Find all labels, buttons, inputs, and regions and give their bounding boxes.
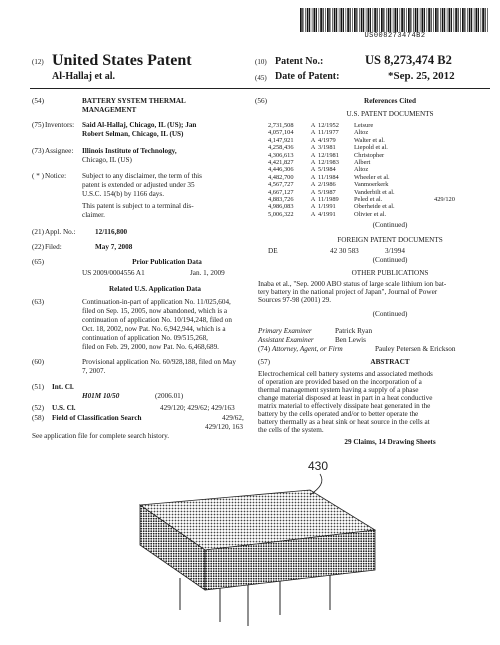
filed-date: May 7, 2008: [95, 243, 133, 251]
int-cl-date: (2006.01): [155, 392, 184, 400]
appl-no-label: Appl. No.:: [45, 228, 76, 236]
reference-row: [268, 159, 493, 166]
reference-row: [268, 189, 493, 196]
abstract-line: of operation are provided based on the incorporation of a: [258, 378, 422, 386]
inventors-line2: Robert Selman, Chicago, IL (US): [82, 130, 184, 138]
field-52-code: (52): [32, 404, 44, 412]
continuation-line: Continuation-in-part of application No. 11/025,604,: [82, 298, 231, 306]
ref-date: 11/1989: [318, 196, 339, 204]
other-continued: (Continued): [372, 310, 408, 318]
reference-row: [268, 129, 493, 136]
barcode-bar: [401, 8, 403, 32]
ref-name: Christopher: [354, 151, 385, 159]
ref-kind: A: [310, 122, 316, 129]
barcode-bar: [307, 8, 309, 32]
figure-ref-label: 430: [308, 459, 329, 473]
barcode-bar: [485, 8, 486, 32]
ref-date: 12/1981: [318, 151, 339, 159]
search-field-value: 429/62,: [222, 414, 244, 422]
barcode-bar: [464, 8, 465, 32]
ref-class: [434, 129, 460, 136]
references-heading: References Cited: [364, 97, 416, 105]
barcode-bar: [462, 8, 464, 32]
ref-name: Vanmoerkerk: [354, 181, 389, 189]
barcode-bar: [395, 8, 397, 32]
field-75-code: (75): [32, 121, 44, 129]
barcode-bar: [474, 8, 475, 32]
ref-kind: A: [310, 151, 316, 159]
barcode-bar: [420, 8, 421, 32]
barcode-bar: [467, 8, 468, 32]
us-docs-heading: U.S. PATENT DOCUMENTS: [346, 110, 434, 118]
foreign-docs-heading: FOREIGN PATENT DOCUMENTS: [337, 236, 443, 244]
ref-number: 4,482,700: [268, 173, 294, 181]
barcode-bar: [323, 8, 324, 32]
barcode-bar: [476, 8, 478, 32]
barcode-bar: [386, 8, 387, 32]
barcode-bar: [374, 8, 376, 32]
ref-number: 2,731,508: [268, 122, 294, 129]
int-cl-label: Int. Cl.: [52, 383, 74, 391]
assignee-label: Assignee:: [45, 147, 74, 155]
barcode-bar: [356, 8, 357, 32]
continuation-line: Oct. 18, 2002, now Pat. No. 6,942,944, which is a: [82, 325, 226, 333]
barcode-bar: [428, 8, 430, 32]
ref-name: Leisure: [354, 122, 374, 129]
other-pub-line: Inaba et al., "Sep. 2000 ABO status of large scale lithium ion bat-: [258, 280, 447, 288]
notice-line4: This patent is subject to a terminal dis-: [82, 202, 194, 210]
patent-number: US 8,273,474 B2: [365, 53, 452, 67]
ref-class: [434, 174, 460, 181]
barcode-bar: [302, 8, 303, 32]
reference-row: [268, 152, 493, 159]
ref-kind: A: [310, 173, 316, 181]
barcode-bar: [433, 8, 434, 32]
prior-pub-heading: Prior Publication Data: [132, 258, 202, 266]
inventor-short: Al-Hallaj et al.: [52, 71, 116, 82]
ref-name: Walter et al.: [354, 136, 385, 144]
barcode-bar: [413, 8, 414, 32]
barcode-bar: [393, 8, 394, 32]
barcode-bar: [390, 8, 391, 32]
barcode-bar: [454, 8, 455, 32]
reference-row: [268, 144, 493, 151]
barcode-bar: [444, 8, 445, 32]
ref-kind: A: [310, 196, 316, 204]
reference-row: [268, 181, 493, 188]
barcode-bar: [320, 8, 322, 32]
notice-line5: claimer.: [82, 211, 105, 219]
field-65-code: (65): [32, 258, 44, 266]
attorney: Pauley Petersen & Erickson: [375, 345, 456, 353]
ref-name: Altoz: [354, 129, 369, 137]
field-63-code: (63): [32, 298, 44, 306]
reference-row: [268, 122, 493, 129]
barcode-bar: [381, 8, 383, 32]
barcode-bar: [329, 8, 330, 32]
ref-date: 11/1977: [318, 129, 339, 137]
field-51-code: (51): [32, 383, 44, 391]
ref-class: [434, 144, 460, 151]
other-pub-line: Sources 97-98 (2001) 29.: [258, 296, 332, 304]
abstract-heading: ABSTRACT: [370, 358, 410, 366]
barcode-bar: [481, 8, 482, 32]
us-cl-label: U.S. Cl.: [52, 404, 76, 412]
barcode-bar: [341, 8, 343, 32]
field-56-code: (56): [255, 97, 267, 105]
reference-row: [268, 211, 493, 218]
barcode-bar: [422, 8, 424, 32]
abstract-line: battery thermally as a heat sink or heat source in the cells at: [258, 418, 430, 426]
barcode-bar: [350, 8, 351, 32]
barcode-bar: [336, 8, 337, 32]
continuation-line: continuation of application No. 10/194,248, filed on: [82, 316, 232, 324]
ref-name: Altoz: [354, 166, 369, 174]
primary-examiner: Patrick Ryan: [335, 327, 373, 335]
notice-code: ( * ): [32, 172, 44, 180]
ref-number: 4,147,921: [268, 136, 294, 144]
ref-date: 4/1991: [318, 210, 336, 218]
barcode-bar: [352, 8, 353, 32]
primary-examiner-label: Primary Examiner: [258, 327, 312, 335]
ref-number: 4,446,306: [268, 166, 294, 174]
int-cl-value: H01M 10/50: [82, 392, 120, 400]
code-12: (12): [32, 58, 44, 66]
foreign-continued: (Continued): [372, 256, 408, 264]
ref-class: [434, 189, 460, 196]
ref-name: Albert: [354, 159, 371, 167]
attorney-label: Attorney, Agent, or Firm: [272, 345, 343, 353]
ref-name: Oberheide et al.: [354, 203, 395, 211]
search-field-label: Field of Classification Search: [52, 414, 142, 422]
reference-row: [268, 166, 493, 173]
search-field-value2: 429/120, 163: [205, 423, 243, 431]
barcode-bar: [305, 8, 306, 32]
ref-date: 11/1984: [318, 173, 339, 181]
appl-no: 12/116,800: [95, 228, 128, 236]
barcode-bar: [455, 8, 457, 32]
notice-line2: patent is extended or adjusted under 35: [82, 181, 195, 189]
ref-class: [434, 181, 460, 188]
reference-row: [268, 203, 493, 210]
ref-name: Liepold et al.: [354, 144, 388, 152]
barcode-bar: [368, 8, 370, 32]
barcode-bar: [319, 8, 320, 32]
ref-class: [434, 166, 460, 173]
ref-date: 12/1983: [318, 159, 339, 167]
field-60-code: (60): [32, 358, 44, 366]
barcode: [300, 8, 490, 32]
field-74-code: (74): [258, 345, 270, 353]
barcode-bar: [354, 8, 356, 32]
foreign-ref-date: 3/1994: [385, 247, 405, 255]
ref-number: 5,006,322: [268, 210, 294, 218]
ref-name: Vanderbilt et al.: [354, 188, 395, 196]
code-10: (10): [255, 58, 267, 66]
barcode-bar: [327, 8, 329, 32]
barcode-bar: [417, 8, 418, 32]
barcode-bar: [460, 8, 461, 32]
barcode-bar: [435, 8, 437, 32]
us-references-table: [268, 122, 493, 218]
field-22-code: (22): [32, 243, 44, 251]
provisional-line: Provisional application No. 60/928,188, filed on May: [82, 358, 236, 366]
patent-date: *Sep. 25, 2012: [388, 70, 455, 82]
barcode-number: US008273474B2: [364, 32, 426, 40]
barcode-bar: [314, 8, 316, 32]
code-45: (45): [255, 74, 267, 82]
barcode-bar: [406, 8, 407, 32]
us-cl-value: 429/120; 429/62; 429/163: [160, 404, 235, 412]
barcode-bar: [339, 8, 340, 32]
assignee-line1: Illinois Institute of Technology,: [82, 147, 177, 155]
barcode-bar: [442, 8, 444, 32]
patent-no-label: Patent No.:: [275, 56, 324, 67]
barcode-bar: [447, 8, 448, 32]
field-54-code: (54): [32, 97, 44, 105]
ref-number: 4,986,083: [268, 203, 294, 211]
ref-class: [434, 137, 460, 144]
barcode-bar: [370, 8, 371, 32]
barcode-bar: [379, 8, 380, 32]
barcode-bar: [431, 8, 432, 32]
ref-number: 4,567,727: [268, 181, 294, 189]
abstract-line: thermal management system having a supply of a phase: [258, 386, 419, 394]
barcode-bar: [487, 8, 488, 32]
ref-date: 12/1952: [318, 122, 339, 129]
ref-date: 5/1984: [318, 166, 336, 174]
abstract-line: matrix material to effectively dissipate heat generated in the: [258, 402, 431, 410]
barcode-bar: [309, 8, 310, 32]
ref-kind: A: [310, 129, 316, 137]
barcode-bar: [332, 8, 333, 32]
prior-pub-number: US 2009/0004556 A1: [82, 269, 145, 277]
ref-number: 4,258,436: [268, 144, 294, 152]
ref-date: 5/1987: [318, 188, 336, 196]
barcode-bar: [366, 8, 367, 32]
barcode-bar: [427, 8, 428, 32]
field-21-code: (21): [32, 228, 44, 236]
references-continued: (Continued): [372, 221, 408, 229]
ref-number: 4,306,613: [268, 151, 294, 159]
filed-label: Filed:: [45, 243, 62, 251]
continuation-line: filed on Feb. 29, 2000, now Pat. No. 6,468,689.: [82, 343, 219, 351]
date-label: Date of Patent:: [275, 71, 340, 82]
prior-pub-date: Jan. 1, 2009: [190, 269, 225, 277]
barcode-bar: [424, 8, 425, 32]
claims-summary: 29 Claims, 14 Drawing Sheets: [344, 438, 436, 446]
assistant-examiner-label: Assistant Examiner: [258, 336, 314, 344]
abstract-line: battery by the cells operated and/or to better operate the: [258, 410, 419, 418]
inventors-label: Inventors:: [45, 121, 75, 129]
field-73-code: (73): [32, 147, 44, 155]
foreign-ref-country: DE: [268, 247, 278, 255]
invention-title-line1: BATTERY SYSTEM THERMAL: [82, 97, 186, 105]
assistant-examiner: Ben Lewis: [335, 336, 366, 344]
ref-kind: A: [310, 203, 316, 211]
barcode-bar: [478, 8, 479, 32]
barcode-bar: [400, 8, 401, 32]
notice-line3: U.S.C. 154(b) by 1166 days.: [82, 190, 164, 198]
ref-kind: A: [310, 210, 316, 218]
notice-label: Notice:: [45, 172, 67, 180]
related-heading: Related U.S. Application Data: [108, 285, 202, 293]
barcode-bar: [361, 8, 363, 32]
barcode-bar: [359, 8, 360, 32]
barcode-bar: [325, 8, 326, 32]
inventors-line1: Said Al-Hallaj, Chicago, IL (US); Jan: [82, 121, 197, 129]
ref-number: 4,057,104: [268, 129, 294, 137]
ref-class: [434, 211, 460, 218]
ref-name: Wheeler et al.: [354, 173, 390, 181]
field-57-code: (57): [258, 358, 270, 366]
barcode-bar: [388, 8, 390, 32]
barcode-bar: [415, 8, 417, 32]
ref-number: 4,421,827: [268, 159, 294, 167]
continuation-line: filed on Sep. 15, 2005, now abandoned, which is a: [82, 307, 228, 315]
barcode-bar: [482, 8, 484, 32]
barcode-bar: [408, 8, 410, 32]
barcode-bar: [397, 8, 398, 32]
reference-row: [268, 196, 493, 203]
ref-date: 3/1981: [318, 144, 336, 152]
assignee-line2: Chicago, IL (US): [82, 156, 132, 164]
barcode-bar: [469, 8, 471, 32]
barcode-bar: [300, 8, 302, 32]
foreign-ref-number: 42 30 583: [330, 247, 359, 255]
ref-name: Peled et al.: [354, 196, 383, 204]
abstract-line: the cells of the system.: [258, 426, 324, 434]
barcode-bar: [404, 8, 405, 32]
barcode-bar: [451, 8, 452, 32]
abstract-line: change material disposed at least in part in a heat conductive: [258, 394, 433, 402]
ref-number: 4,667,127: [268, 188, 294, 196]
barcode-bar: [377, 8, 378, 32]
barcode-bar: [347, 8, 349, 32]
barcode-bar: [437, 8, 438, 32]
reference-row: [268, 174, 493, 181]
barcode-bar: [410, 8, 411, 32]
barcode-bar: [449, 8, 451, 32]
battery-module-figure: [120, 450, 400, 640]
barcode-bar: [343, 8, 344, 32]
ref-kind: A: [310, 159, 316, 167]
ref-kind: A: [310, 181, 316, 189]
barcode-bar: [334, 8, 336, 32]
ref-kind: A: [310, 136, 316, 144]
ref-class: [434, 159, 460, 166]
barcode-bar: [346, 8, 347, 32]
reference-row: [268, 137, 493, 144]
ref-date: 1/1991: [318, 203, 336, 211]
other-pubs-heading: OTHER PUBLICATIONS: [351, 269, 429, 277]
field-58-code: (58): [32, 414, 44, 422]
ref-kind: A: [310, 188, 316, 196]
barcode-bar: [471, 8, 472, 32]
ref-date: 2/1986: [318, 181, 336, 189]
ref-kind: A: [310, 166, 316, 174]
header-rule: [30, 88, 490, 89]
ref-date: 4/1979: [318, 136, 336, 144]
ref-number: 4,883,726: [268, 196, 294, 204]
see-application: See application file for complete search history.: [32, 432, 170, 440]
provisional-line: 7, 2007.: [82, 367, 106, 375]
abstract-line: Electrochemical cell battery systems and associated methods: [258, 370, 433, 378]
barcode-bar: [312, 8, 313, 32]
ref-class: [434, 122, 460, 129]
ref-name: Olivier et al.: [354, 210, 387, 218]
barcode-bar: [373, 8, 374, 32]
barcode-bar: [458, 8, 459, 32]
barcode-bar: [363, 8, 364, 32]
invention-title-line2: MANAGEMENT: [82, 106, 137, 114]
barcode-bar: [440, 8, 441, 32]
ref-kind: A: [310, 144, 316, 152]
ref-class: [434, 203, 460, 210]
country-title: United States Patent: [52, 52, 192, 69]
ref-class: [434, 152, 460, 159]
ref-class: 429/120: [434, 196, 455, 204]
other-pub-line: tery battery in the national project of Japan", Journal of Power: [258, 288, 438, 296]
barcode-bar: [383, 8, 384, 32]
notice-line1: Subject to any disclaimer, the term of this: [82, 172, 202, 180]
barcode-bar: [316, 8, 317, 32]
continuation-line: continuation of application No. 09/515,268,: [82, 334, 208, 342]
